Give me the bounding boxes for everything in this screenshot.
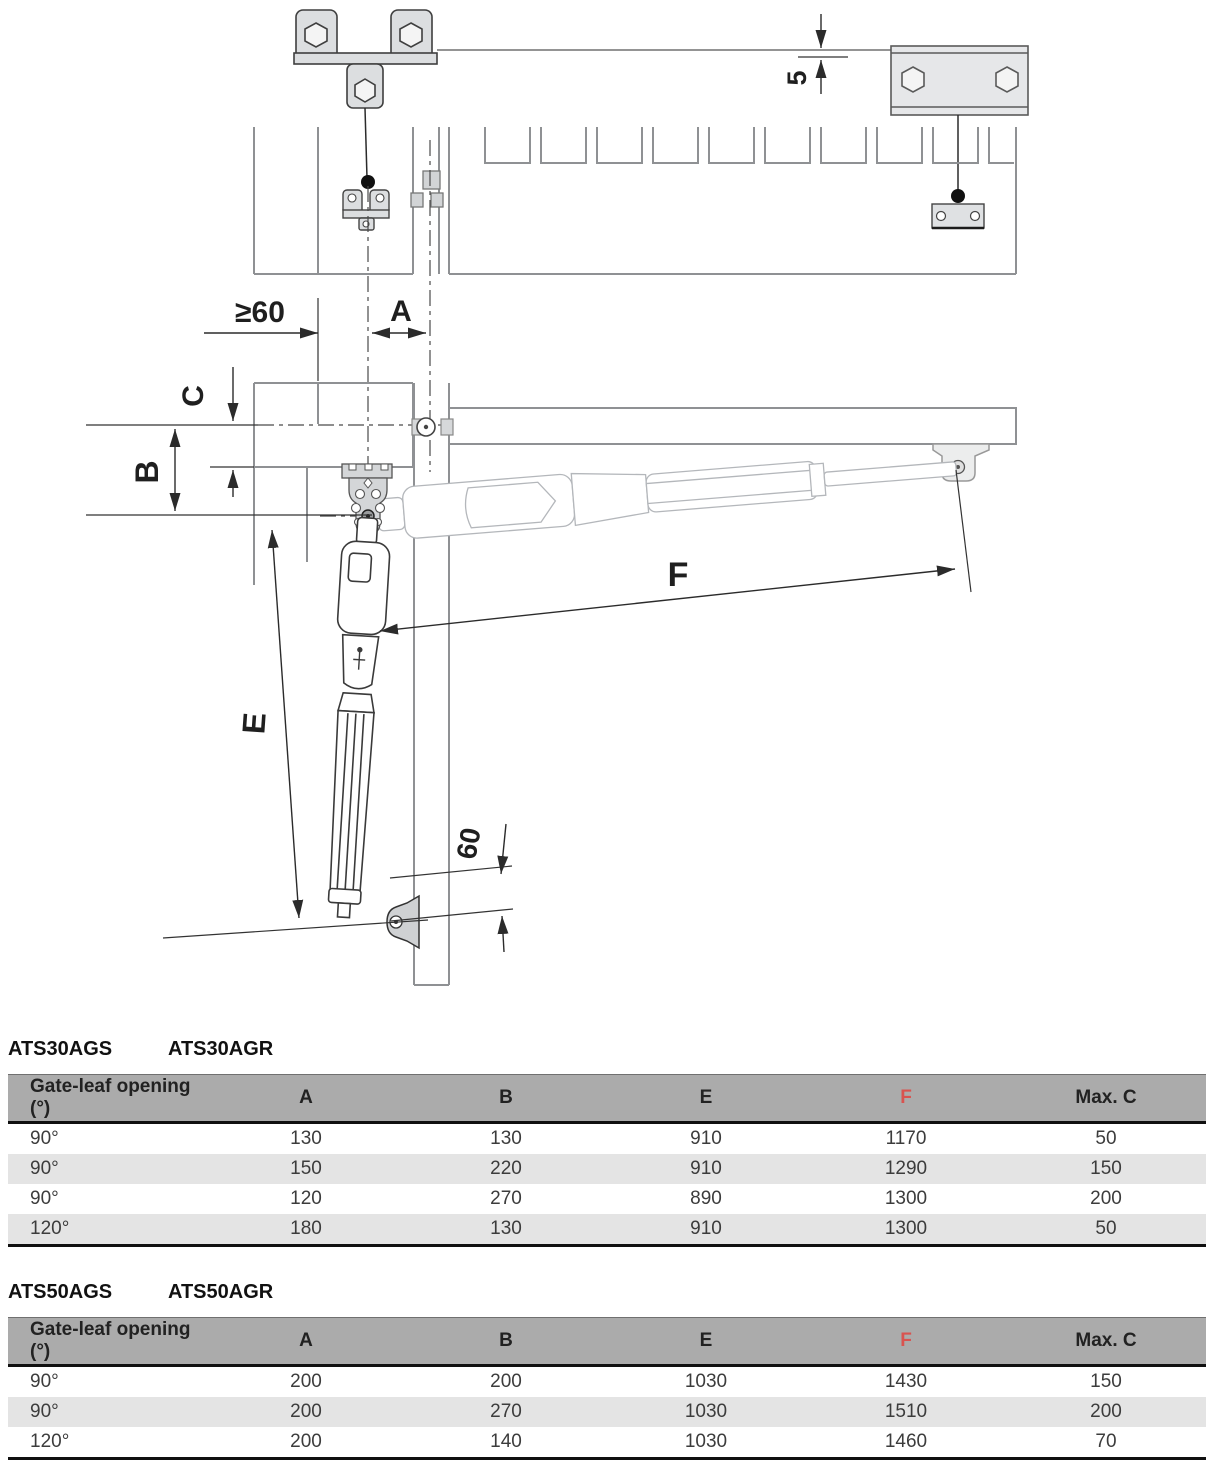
model-name-ats30agr: ATS30AGR [168,1038,274,1060]
model-names [8,1281,1206,1304]
table-cell: 1290 [884,1158,928,1179]
table-cell: 200 [1090,1188,1122,1209]
actuator-closed-position [320,517,392,919]
table-cell: 1030 [684,1401,728,1422]
model-name-ats50agr: ATS50AGR [168,1281,274,1303]
table-row [8,1427,1206,1459]
table-cell: 1300 [884,1218,928,1239]
dim-label-ge60: ≥60 [235,296,285,329]
col-header-f: F [806,1318,1006,1366]
col-header-e: E [606,1318,806,1366]
dim-label-c: C [177,385,210,407]
gate-stile [414,383,449,985]
col-header-b: B [406,1318,606,1366]
model-names [8,1038,1206,1061]
table-cell: 90° [30,1371,59,1392]
table-cell: 200 [290,1401,322,1422]
col-header-opening: Gate-leaf opening (°) [8,1075,206,1123]
dim-post-clearance [204,296,318,381]
table-cell: 50 [1095,1218,1117,1239]
wall-mounting-plate [891,46,1028,115]
dim-plate-offset [782,14,848,94]
table-cell: 200 [290,1371,322,1392]
header-row [8,1075,1206,1123]
table-cell: 270 [490,1401,522,1422]
dim-label-5: 5 [782,70,812,86]
table-row [8,1154,1206,1184]
dim-e [163,530,428,938]
ats30-section [0,1038,1214,1247]
table-cell: 140 [490,1431,522,1452]
dim-label-e: E [235,711,273,736]
col-header-b: B [406,1075,606,1123]
table-cell: 150 [290,1158,322,1179]
header-row [8,1318,1206,1366]
table-cell: 120° [30,1218,70,1239]
table-cell: 910 [690,1218,722,1239]
dim-c [177,367,233,497]
gate-bracket-small-front [343,108,389,230]
col-header-f: F [806,1075,1006,1123]
fence-pickets [485,127,1014,163]
hinge-plan-detail [411,171,443,207]
dim-label-60: 60 [450,825,487,862]
table-cell: 150 [1090,1158,1122,1179]
table-cell: 70 [1095,1431,1117,1452]
table-cell: 180 [290,1218,322,1239]
table-cell: 90° [30,1188,59,1209]
table-cell: 910 [690,1158,722,1179]
table-cell: 200 [490,1371,522,1392]
table-cell: 910 [690,1128,722,1149]
gate-leaf-open [449,408,1016,444]
table-cell: 200 [290,1431,322,1452]
table-cell: 120 [290,1188,322,1209]
col-header-maxc: Max. C [1006,1075,1206,1123]
ats30-spec-table [8,1074,1206,1247]
table-cell: 120° [30,1431,70,1452]
table-cell: 1030 [684,1371,728,1392]
table-cell: 270 [490,1188,522,1209]
table-cell: 90° [30,1401,59,1422]
table-cell: 1300 [884,1188,928,1209]
table-row [8,1214,1206,1246]
model-name-ats30ags: ATS30AGS [8,1038,113,1060]
col-header-e: E [606,1075,806,1123]
model-name-ats50ags: ATS50AGS [8,1281,113,1303]
dim-label-f: F [667,556,689,594]
dim-a [372,295,426,333]
col-header-a: A [206,1318,406,1366]
table-cell: 1510 [884,1401,928,1422]
col-header-maxc: Max. C [1006,1318,1206,1366]
table-cell: 890 [690,1188,722,1209]
table-cell: 130 [290,1128,322,1149]
table-row [8,1123,1206,1155]
table-row [8,1184,1206,1214]
table-cell: 90° [30,1128,59,1149]
table-cell: 50 [1095,1128,1117,1149]
table-cell: 200 [1090,1401,1122,1422]
hinge-axis-symbol [412,418,453,436]
table-row [8,1397,1206,1427]
latch-bracket [932,115,984,228]
table-cell: 1460 [884,1431,928,1452]
table-cell: 130 [490,1128,522,1149]
ats50-spec-table [8,1317,1206,1460]
gate-bracket-front-view [294,10,437,108]
dim-label-a: A [390,295,412,328]
table-cell: 1170 [885,1128,927,1149]
table-cell: 90° [30,1158,59,1179]
table-cell: 150 [1090,1371,1122,1392]
dim-label-b: B [129,460,165,484]
actuator-open-position [376,443,958,541]
col-header-a: A [206,1075,406,1123]
dim-b [86,425,372,515]
table-cell: 130 [490,1218,522,1239]
col-header-opening: Gate-leaf opening (°) [8,1318,206,1366]
ats50-section [0,1281,1214,1460]
table-cell: 1430 [884,1371,928,1392]
table-cell: 220 [490,1158,522,1179]
table-row [8,1366,1206,1398]
table-cell: 1030 [684,1431,728,1452]
